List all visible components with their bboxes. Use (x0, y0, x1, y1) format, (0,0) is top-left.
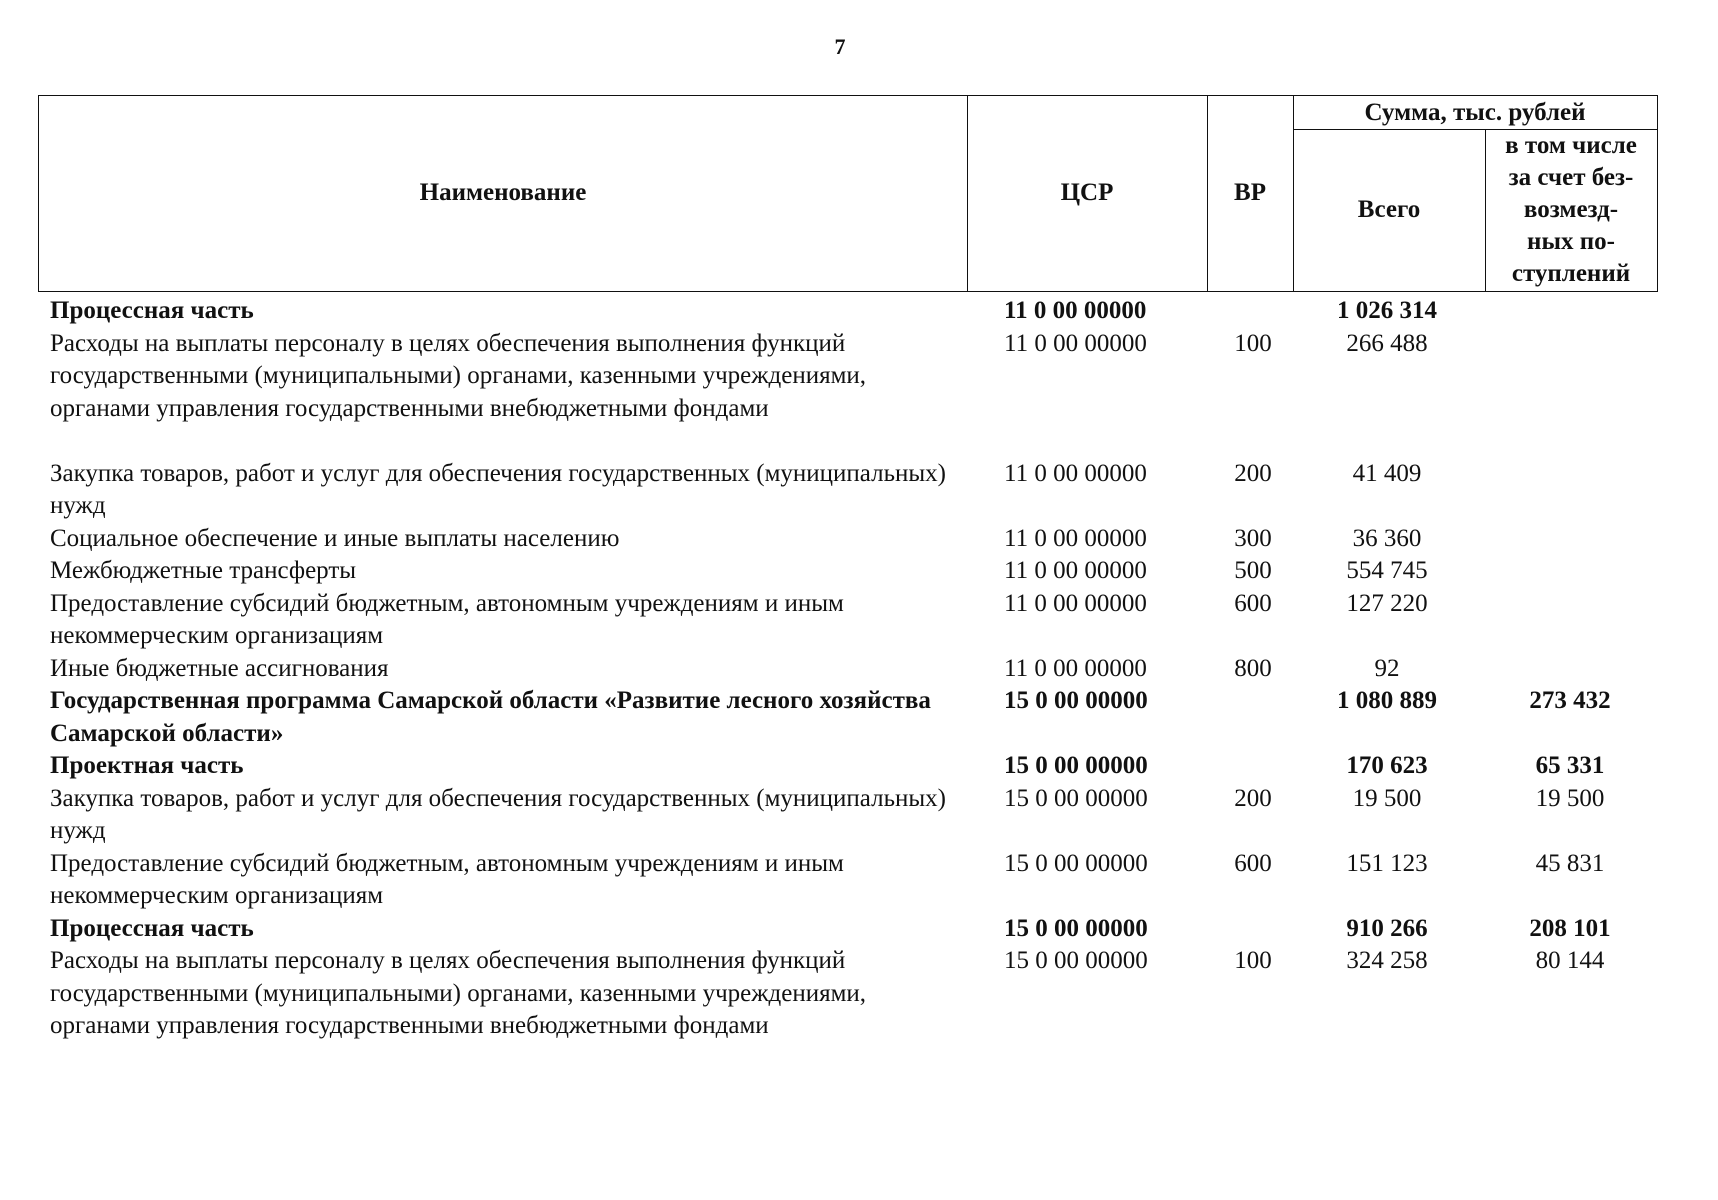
row-vr: 500 (1234, 557, 1272, 584)
row-vr: 800 (1234, 654, 1272, 682)
row-vr: 600 (1234, 589, 1272, 617)
row-name: Государственная программа Самарской области «Развитие лесного хозяйства Самарской области» (50, 687, 931, 747)
row-vr: 100 (1234, 329, 1272, 357)
row-total: 324 258 (1346, 947, 1428, 974)
row-total: 1 080 889 (1337, 687, 1437, 714)
row-total: 1 026 314 (1337, 297, 1437, 324)
row-grant: 45 831 (1535, 849, 1605, 877)
table-row (0, 783, 1718, 848)
table-row (0, 523, 1718, 556)
row-csr: 15 0 00 00000 (1004, 914, 1148, 942)
row-total: 554 745 (1346, 557, 1428, 584)
table-header (38, 95, 1658, 292)
header-grant (1485, 129, 1657, 290)
row-name: Процессная часть (50, 297, 254, 324)
row-total: 170 623 (1346, 752, 1428, 779)
row-vr: 200 (1234, 784, 1272, 812)
header-name: Наименование (419, 179, 587, 206)
header-total: Всего (1357, 195, 1421, 223)
row-csr: 15 0 00 00000 (1004, 752, 1148, 779)
header-grant-line: ступлений (1511, 259, 1631, 287)
row-csr: 11 0 00 00000 (1004, 654, 1147, 682)
row-csr: 11 0 00 00000 (1004, 524, 1147, 552)
table-row (0, 328, 1718, 458)
row-total: 266 488 (1346, 329, 1428, 357)
row-name: Закупка товаров, работ и услуг для обеспечения государственных (муниципальных) нужд (50, 459, 946, 519)
row-total: 92 (1374, 654, 1400, 682)
row-csr: 11 0 00 00000 (1004, 329, 1147, 357)
table-row (0, 750, 1718, 783)
table-row (0, 685, 1718, 750)
header-sum: Сумма, тыс. рублей (1364, 98, 1586, 126)
row-csr: 15 0 00 00000 (1004, 687, 1148, 714)
row-csr: 11 0 00 00000 (1004, 459, 1147, 487)
row-name: Закупка товаров, работ и услуг для обеспечения государственных (муниципальных) нужд (50, 784, 946, 844)
row-vr: 600 (1234, 849, 1272, 877)
row-name: Расходы на выплаты персоналу в целях обеспечения выполнения функций государственными (муниципальными) органами, казенными учреждениями, органами управления государственными внебюджетными фондами (50, 329, 867, 422)
row-grant: 208 101 (1529, 914, 1611, 942)
table-row (0, 945, 1718, 1075)
row-name: Социальное обеспечение и иные выплаты населению (50, 524, 620, 552)
row-csr: 15 0 00 00000 (1004, 947, 1148, 974)
row-csr: 15 0 00 00000 (1004, 784, 1148, 812)
header-grant-line: в том числе (1505, 131, 1637, 159)
row-grant: 80 144 (1535, 947, 1605, 974)
row-grant: 65 331 (1535, 752, 1605, 779)
row-name: Предоставление субсидий бюджетным, автономным учреждениям и иным некоммерческим организациям (50, 589, 844, 649)
row-csr: 11 0 00 00000 (1004, 557, 1147, 584)
row-csr: 15 0 00 00000 (1004, 849, 1148, 877)
row-vr: 200 (1234, 459, 1272, 487)
header-csr: ЦСР (1060, 179, 1114, 206)
header-grant-line: ных по- (1527, 227, 1615, 255)
row-total: 127 220 (1346, 589, 1428, 617)
row-name: Расходы на выплаты персоналу в целях обеспечения выполнения функций государственными (муниципальными) органами, казенными учреждениями, органами управления государственными внебюджетными фондами (50, 947, 867, 1039)
row-total: 36 360 (1352, 524, 1422, 552)
row-vr: 100 (1234, 947, 1272, 974)
table-body (0, 295, 1718, 1075)
row-total: 19 500 (1352, 784, 1422, 812)
table-row (0, 653, 1718, 686)
row-name: Межбюджетные трансферты (50, 557, 357, 584)
row-total: 41 409 (1352, 459, 1422, 487)
row-vr: 300 (1234, 524, 1272, 552)
table-row (0, 913, 1718, 946)
table-row (0, 555, 1718, 588)
row-name: Процессная часть (50, 914, 254, 942)
table-row (0, 848, 1718, 913)
row-total: 910 266 (1346, 914, 1428, 942)
row-name: Проектная часть (50, 752, 244, 779)
row-grant: 19 500 (1535, 784, 1605, 812)
table-row (0, 588, 1718, 653)
header-grant-line: возмезд- (1523, 195, 1619, 223)
row-csr: 11 0 00 00000 (1004, 589, 1147, 617)
row-csr: 11 0 00 00000 (1004, 297, 1147, 324)
row-name: Предоставление субсидий бюджетным, автономным учреждениям и иным некоммерческим организациям (50, 849, 844, 909)
row-grant: 273 432 (1529, 687, 1611, 714)
header-grant-line: за счет без- (1508, 163, 1634, 191)
table-row (0, 295, 1718, 328)
table-row (0, 458, 1718, 523)
row-total: 151 123 (1346, 849, 1428, 877)
header-vr: ВР (1234, 179, 1266, 206)
row-name: Иные бюджетные ассигнования (50, 654, 389, 682)
page-number: 7 (834, 34, 846, 59)
